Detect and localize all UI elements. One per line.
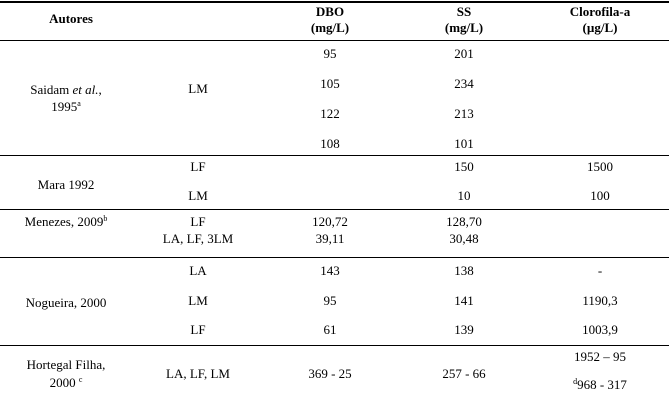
author-menezes: Menezes, 2009$^b$ — [24, 214, 108, 229]
dbo-value: 108 — [320, 136, 340, 151]
dbo-value: 61 — [323, 322, 337, 337]
clorofila-value: 1952 – 95 — [574, 349, 626, 364]
ss-value: 128,70 — [446, 214, 482, 229]
ss-value: 213 — [454, 106, 474, 121]
author-saidam-year: 1995$^a$ — [51, 99, 81, 114]
ss-value: 10 — [457, 188, 471, 203]
ss-value: 139 — [454, 322, 474, 337]
header-dbo: DBO — [315, 4, 345, 19]
lagoa-nogueira: LM — [188, 293, 208, 308]
lagoa-nogueira: LF — [190, 322, 206, 337]
top-rule — [0, 1, 669, 3]
ss-value: 141 — [454, 293, 474, 308]
header-autores: Autores — [49, 11, 93, 26]
header-clorofila: Clorofila-a — [569, 4, 631, 19]
lagoa-nogueira: LA — [189, 263, 207, 278]
ss-value: 101 — [454, 136, 474, 151]
dbo-value: 39,11 — [315, 231, 345, 246]
dbo-value: 369 - 25 — [308, 366, 352, 381]
header-clorofila-unit: (µg/L) — [582, 20, 618, 35]
lagoa-menezes: LA, LF, 3LM — [162, 231, 234, 246]
clorofila-value: 1500 — [587, 159, 613, 174]
lagoa-menezes: LF — [190, 214, 206, 229]
dbo-value: 122 — [320, 106, 340, 121]
clorofila-value: 1003,9 — [582, 322, 618, 337]
ss-value: 234 — [454, 76, 474, 91]
dbo-value: 143 — [320, 263, 340, 278]
clorofila-value: 100 — [590, 188, 610, 203]
dbo-value: 95 — [323, 46, 337, 61]
header-rule — [0, 40, 669, 41]
dbo-value: 105 — [320, 76, 340, 91]
clorofila-value: $^d$968 - 317 — [573, 377, 627, 392]
lagoa-mara: LF — [190, 159, 206, 174]
dbo-value: 95 — [323, 293, 337, 308]
lagoa-hortegal: LA, LF, LM — [166, 366, 230, 381]
clorofila-value: 1190,3 — [582, 293, 618, 308]
author-saidam: Saidam et al., — [30, 82, 102, 97]
rule-after-saidam — [0, 155, 669, 156]
author-hortegal-year: 2000 $^c$ — [49, 375, 83, 390]
header-ss: SS — [456, 4, 472, 19]
ss-value: 150 — [454, 159, 474, 174]
lagoa-mara: LM — [188, 188, 208, 203]
ss-value: 138 — [454, 263, 474, 278]
ss-value: 257 - 66 — [442, 366, 486, 381]
ss-value: 30,48 — [449, 231, 479, 246]
lagoa-saidam: LM — [188, 81, 208, 96]
rule-after-mara — [0, 209, 669, 210]
header-ss-unit: (mg/L) — [444, 20, 484, 35]
dbo-value: 120,72 — [312, 214, 348, 229]
author-mara: Mara 1992 — [37, 177, 95, 192]
rule-after-nogueira — [0, 345, 669, 346]
author-hortegal: Hortegal Filha, — [26, 357, 106, 372]
clorofila-value: - — [597, 263, 603, 278]
author-nogueira: Nogueira, 2000 — [25, 295, 107, 310]
ss-value: 201 — [454, 46, 474, 61]
rule-after-menezes — [0, 257, 669, 258]
header-dbo-unit: (mg/L) — [310, 20, 350, 35]
